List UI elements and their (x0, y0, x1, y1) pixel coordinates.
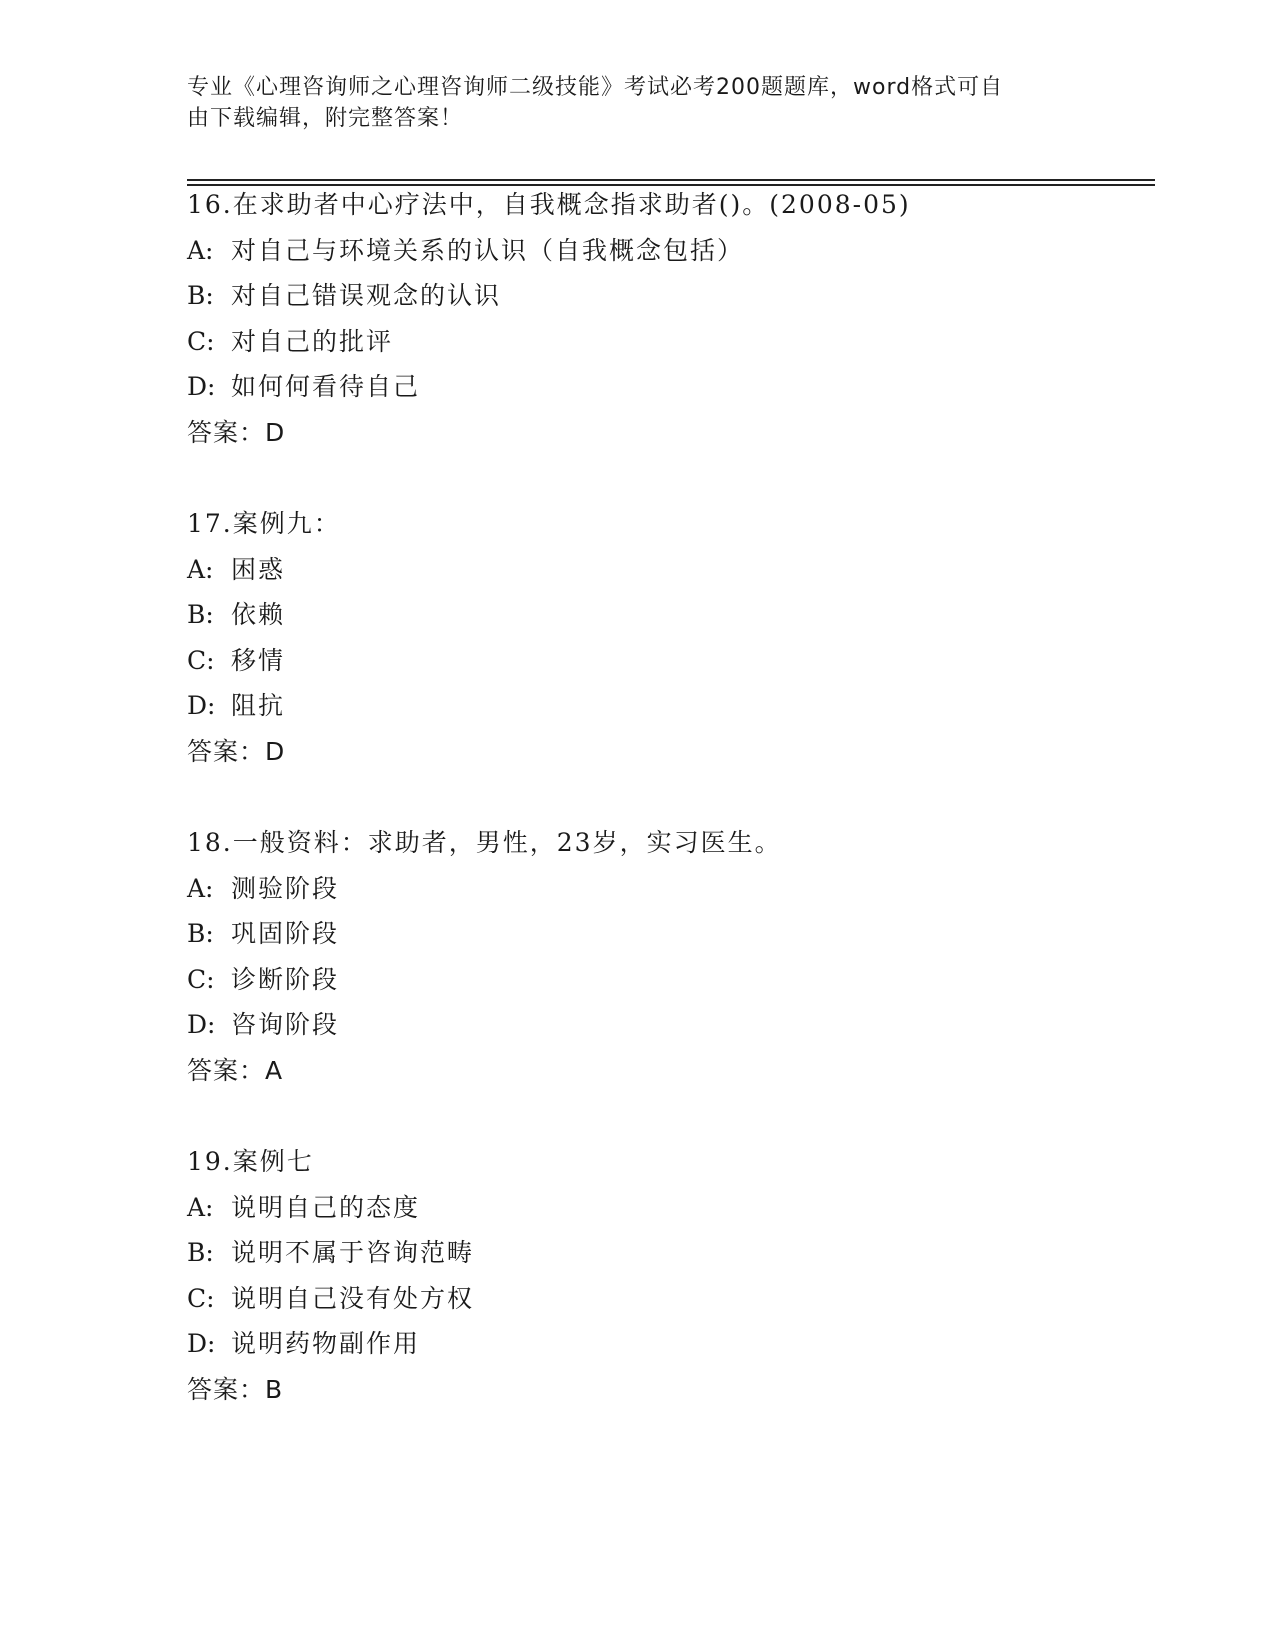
answer: 答案：D (187, 736, 286, 766)
option-c (187, 319, 1147, 365)
header-line-1: 专业《心理咨询师之心理咨询师二级技能》考试必考200题题库，word格式可自 (187, 75, 1004, 100)
option-c (187, 638, 1147, 684)
option-d (187, 364, 1147, 410)
option-label: D: (187, 691, 216, 720)
option-text: 困惑 (231, 554, 286, 584)
option-text: 咨询阶段 (231, 1010, 340, 1039)
option-label: B: (187, 281, 214, 310)
question-stem: 18.一般资料：求助者，男性，23岁，实习医生。 (187, 828, 782, 857)
option-label: D: (187, 1010, 216, 1039)
document-header (187, 72, 1067, 134)
option-label: C: (187, 326, 215, 356)
option-label: A: (187, 1192, 214, 1222)
question-16 (187, 182, 1147, 455)
question-stem: 16.在求助者中心疗法中，自我概念指求助者()。(2008-05) (187, 190, 911, 219)
option-b (187, 911, 1147, 957)
answer: 答案：B (187, 1374, 284, 1404)
option-text: 依赖 (231, 600, 286, 629)
question-stem: 17.案例九： (187, 509, 341, 538)
answer: 答案：A (187, 1055, 284, 1085)
option-text: 移情 (231, 645, 286, 675)
header-line-2: 由下载编辑，附完整答案！ (187, 106, 464, 131)
option-a (187, 228, 1147, 274)
option-c (187, 957, 1147, 1003)
option-text: 阻抗 (231, 691, 286, 720)
option-label: C: (187, 645, 215, 675)
option-a (187, 1185, 1147, 1231)
option-text: 说明药物副作用 (231, 1329, 421, 1358)
option-text: 对自己的批评 (231, 326, 394, 356)
option-label: D: (187, 1329, 216, 1358)
option-label: A: (187, 235, 214, 265)
option-label: D: (187, 372, 216, 401)
option-label: B: (187, 600, 214, 629)
option-text: 如何何看待自己 (231, 372, 421, 401)
option-label: A: (187, 873, 214, 903)
option-b (187, 1230, 1147, 1276)
option-d (187, 683, 1147, 729)
option-text: 巩固阶段 (231, 919, 340, 948)
question-17 (187, 501, 1147, 774)
question-stem: 19.案例七 (187, 1147, 314, 1176)
option-text: 对自己错误观念的认识 (231, 281, 502, 310)
option-text: 测验阶段 (231, 873, 340, 903)
option-a (187, 866, 1147, 912)
option-label: B: (187, 1238, 214, 1267)
question-18 (187, 820, 1147, 1093)
option-d (187, 1002, 1147, 1048)
option-a (187, 547, 1147, 593)
option-label: C: (187, 1283, 215, 1313)
option-text: 对自己与环境关系的认识（自我概念包括） (231, 235, 745, 265)
answer: 答案：D (187, 417, 286, 447)
option-label: C: (187, 964, 215, 994)
option-text: 说明自己的态度 (231, 1192, 421, 1222)
header-divider-top (187, 179, 1155, 181)
option-c (187, 1276, 1147, 1322)
option-text: 说明不属于咨询范畴 (231, 1238, 475, 1267)
option-text: 说明自己没有处方权 (231, 1283, 475, 1313)
question-19 (187, 1139, 1147, 1412)
option-b (187, 592, 1147, 638)
option-label: A: (187, 554, 214, 584)
option-label: B: (187, 919, 214, 948)
option-text: 诊断阶段 (231, 964, 340, 994)
option-d (187, 1321, 1147, 1367)
option-b (187, 273, 1147, 319)
